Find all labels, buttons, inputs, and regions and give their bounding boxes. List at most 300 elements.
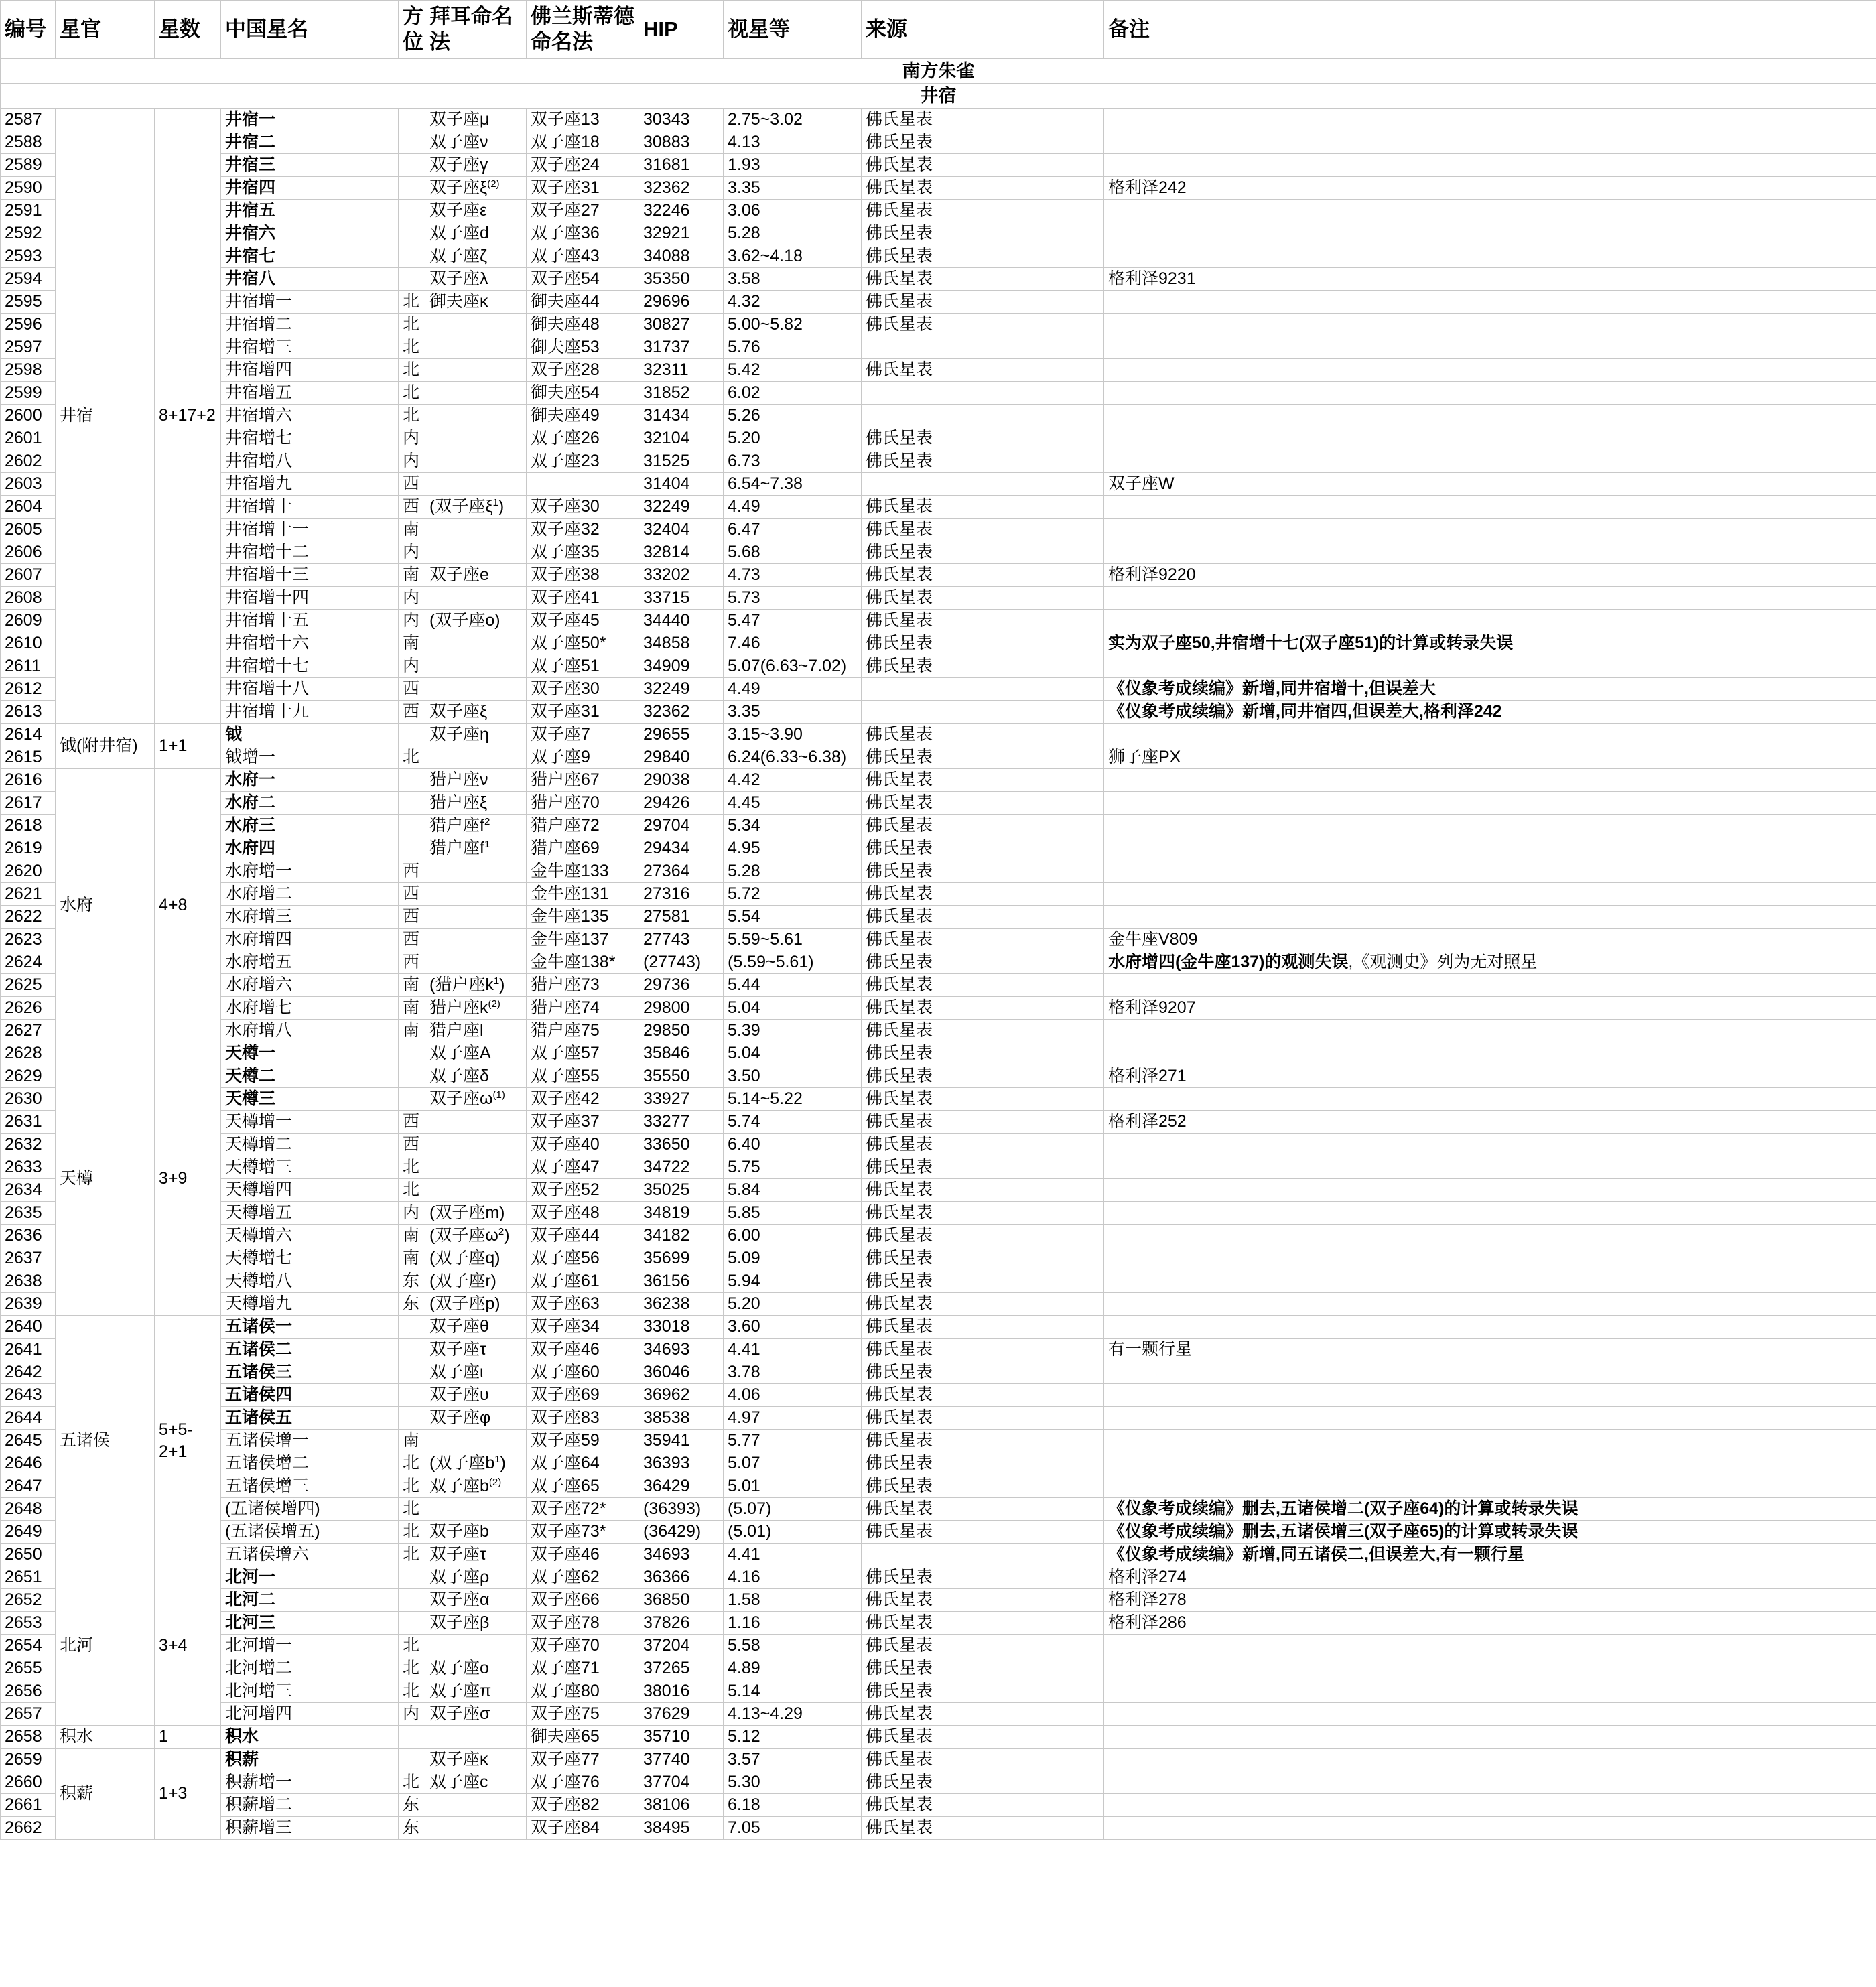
cell-direction[interactable]: [399, 1088, 425, 1111]
cell-direction[interactable]: 西: [399, 883, 425, 906]
cell-notes[interactable]: [1104, 974, 1876, 997]
cell-bayer[interactable]: [425, 724, 527, 746]
cell-star-count[interactable]: 1+3: [155, 1749, 221, 1840]
cell-direction[interactable]: 北: [399, 1771, 425, 1794]
cell-chinese-name[interactable]: 水府一: [221, 769, 399, 792]
cell-magnitude[interactable]: 5.01: [724, 1475, 862, 1498]
cell-source[interactable]: 佛氏星表: [862, 496, 1104, 519]
cell-direction[interactable]: [399, 724, 425, 746]
cell-chinese-name[interactable]: 五诸侯增三: [221, 1475, 399, 1498]
cell-chinese-name[interactable]: 水府三: [221, 815, 399, 837]
cell-bayer[interactable]: [425, 1589, 527, 1612]
cell-flamsteed[interactable]: 双子座72*: [527, 1498, 639, 1521]
cell-chinese-name[interactable]: 水府增一: [221, 860, 399, 883]
cell-flamsteed[interactable]: 双子座77: [527, 1749, 639, 1771]
cell-source[interactable]: 佛氏星表: [862, 109, 1104, 131]
cell-source[interactable]: 佛氏星表: [862, 1111, 1104, 1134]
cell-hip[interactable]: 29840: [639, 746, 724, 769]
cell-asterism[interactable]: 天樽: [56, 1042, 155, 1316]
cell-direction[interactable]: 南: [399, 1020, 425, 1042]
cell-bayer[interactable]: [425, 1680, 527, 1703]
cell-notes[interactable]: [1104, 701, 1876, 724]
cell-magnitude[interactable]: 5.00~5.82: [724, 314, 862, 336]
cell-source[interactable]: [862, 701, 1104, 724]
cell-star-count[interactable]: 3+9: [155, 1042, 221, 1316]
cell-chinese-name[interactable]: 五诸侯三: [221, 1361, 399, 1384]
cell-hip[interactable]: 37204: [639, 1635, 724, 1657]
cell-flamsteed[interactable]: 猎户座74: [527, 997, 639, 1020]
cell-id[interactable]: 2645: [1, 1430, 56, 1452]
cell-chinese-name[interactable]: (五诸侯增四): [221, 1498, 399, 1521]
cell-id[interactable]: 2662: [1, 1817, 56, 1840]
cell-bayer[interactable]: [425, 1088, 527, 1111]
cell-magnitude[interactable]: 6.73: [724, 450, 862, 473]
cell-chinese-name[interactable]: 水府增二: [221, 883, 399, 906]
cell-flamsteed[interactable]: 双子座62: [527, 1566, 639, 1589]
cell-notes[interactable]: [1104, 1726, 1876, 1749]
cell-magnitude[interactable]: 4.13~4.29: [724, 1703, 862, 1726]
cell-notes[interactable]: [1104, 1111, 1876, 1134]
cell-flamsteed[interactable]: 双子座44: [527, 1225, 639, 1247]
cell-magnitude[interactable]: 3.06: [724, 200, 862, 222]
cell-star-count[interactable]: 5+5-2+1: [155, 1316, 221, 1566]
cell-chinese-name[interactable]: 井宿增八: [221, 450, 399, 473]
cell-source[interactable]: 佛氏星表: [862, 1361, 1104, 1384]
cell-direction[interactable]: [399, 1042, 425, 1065]
cell-chinese-name[interactable]: 水府四: [221, 837, 399, 860]
cell-flamsteed[interactable]: 猎户座72: [527, 815, 639, 837]
cell-direction[interactable]: 西: [399, 951, 425, 974]
cell-id[interactable]: 2651: [1, 1566, 56, 1589]
cell-source[interactable]: 佛氏星表: [862, 200, 1104, 222]
cell-hip[interactable]: 29434: [639, 837, 724, 860]
cell-notes[interactable]: [1104, 1452, 1876, 1475]
cell-direction[interactable]: [399, 837, 425, 860]
cell-bayer[interactable]: [425, 519, 527, 541]
cell-source[interactable]: 佛氏星表: [862, 1589, 1104, 1612]
cell-direction[interactable]: 南: [399, 997, 425, 1020]
cell-magnitude[interactable]: 5.68: [724, 541, 862, 564]
cell-chinese-name[interactable]: 水府增七: [221, 997, 399, 1020]
cell-flamsteed[interactable]: 御夫座49: [527, 405, 639, 427]
cell-chinese-name[interactable]: 井宿增十六: [221, 632, 399, 655]
cell-flamsteed[interactable]: 猎户座70: [527, 792, 639, 815]
cell-magnitude[interactable]: 5.14: [724, 1680, 862, 1703]
cell-direction[interactable]: 西: [399, 678, 425, 701]
cell-bayer[interactable]: [425, 678, 527, 701]
cell-source[interactable]: 佛氏星表: [862, 610, 1104, 632]
cell-direction[interactable]: [399, 154, 425, 177]
cell-source[interactable]: 佛氏星表: [862, 655, 1104, 678]
cell-id[interactable]: 2614: [1, 724, 56, 746]
cell-notes[interactable]: [1104, 314, 1876, 336]
cell-direction[interactable]: 南: [399, 632, 425, 655]
cell-hip[interactable]: 27581: [639, 906, 724, 929]
cell-source[interactable]: 佛氏星表: [862, 1088, 1104, 1111]
cell-bayer[interactable]: [425, 1225, 527, 1247]
cell-bayer[interactable]: [425, 496, 527, 519]
cell-hip[interactable]: 32921: [639, 222, 724, 245]
cell-direction[interactable]: 内: [399, 1202, 425, 1225]
cell-flamsteed[interactable]: 双子座34: [527, 1316, 639, 1339]
cell-direction[interactable]: 西: [399, 1111, 425, 1134]
cell-id[interactable]: 2639: [1, 1293, 56, 1316]
cell-id[interactable]: 2606: [1, 541, 56, 564]
cell-magnitude[interactable]: 4.95: [724, 837, 862, 860]
cell-chinese-name[interactable]: 井宿增十四: [221, 587, 399, 610]
cell-id[interactable]: 2609: [1, 610, 56, 632]
cell-magnitude[interactable]: 3.57: [724, 1749, 862, 1771]
cell-notes[interactable]: [1104, 1225, 1876, 1247]
cell-chinese-name[interactable]: 五诸侯二: [221, 1339, 399, 1361]
cell-direction[interactable]: 内: [399, 610, 425, 632]
cell-asterism[interactable]: 积薪: [56, 1749, 155, 1840]
cell-hip[interactable]: 35710: [639, 1726, 724, 1749]
cell-id[interactable]: 2601: [1, 427, 56, 450]
cell-magnitude[interactable]: 5.74: [724, 1111, 862, 1134]
cell-source[interactable]: 佛氏星表: [862, 291, 1104, 314]
cell-notes[interactable]: [1104, 222, 1876, 245]
cell-chinese-name[interactable]: 井宿增十一: [221, 519, 399, 541]
cell-chinese-name[interactable]: 井宿五: [221, 200, 399, 222]
cell-source[interactable]: 佛氏星表: [862, 1042, 1104, 1065]
cell-magnitude[interactable]: 5.30: [724, 1771, 862, 1794]
cell-flamsteed[interactable]: 猎户座73: [527, 974, 639, 997]
cell-bayer[interactable]: [425, 1407, 527, 1430]
cell-source[interactable]: 佛氏星表: [862, 1225, 1104, 1247]
cell-bayer[interactable]: [425, 610, 527, 632]
cell-magnitude[interactable]: 3.62~4.18: [724, 245, 862, 268]
cell-id[interactable]: 2648: [1, 1498, 56, 1521]
cell-bayer[interactable]: [425, 815, 527, 837]
cell-source[interactable]: [862, 1544, 1104, 1566]
cell-id[interactable]: 2660: [1, 1771, 56, 1794]
cell-id[interactable]: 2629: [1, 1065, 56, 1088]
cell-flamsteed[interactable]: 金牛座133: [527, 860, 639, 883]
cell-magnitude[interactable]: 3.35: [724, 701, 862, 724]
cell-source[interactable]: 佛氏星表: [862, 1612, 1104, 1635]
cell-source[interactable]: [862, 405, 1104, 427]
cell-star-count[interactable]: 1+1: [155, 724, 221, 769]
cell-flamsteed[interactable]: 双子座26: [527, 427, 639, 450]
cell-flamsteed[interactable]: 双子座36: [527, 222, 639, 245]
cell-id[interactable]: 2600: [1, 405, 56, 427]
cell-notes[interactable]: [1104, 359, 1876, 382]
cell-hip[interactable]: 31404: [639, 473, 724, 496]
cell-source[interactable]: 佛氏星表: [862, 883, 1104, 906]
cell-bayer[interactable]: [425, 1612, 527, 1635]
cell-id[interactable]: 2635: [1, 1202, 56, 1225]
cell-chinese-name[interactable]: 北河增三: [221, 1680, 399, 1703]
cell-chinese-name[interactable]: 天樽增六: [221, 1225, 399, 1247]
cell-magnitude[interactable]: 5.12: [724, 1726, 862, 1749]
cell-notes[interactable]: [1104, 177, 1876, 200]
cell-direction[interactable]: 北: [399, 1452, 425, 1475]
cell-id[interactable]: 2658: [1, 1726, 56, 1749]
cell-bayer[interactable]: [425, 1202, 527, 1225]
cell-source[interactable]: [862, 336, 1104, 359]
cell-flamsteed[interactable]: 金牛座135: [527, 906, 639, 929]
cell-notes[interactable]: [1104, 291, 1876, 314]
cell-source[interactable]: 佛氏星表: [862, 837, 1104, 860]
cell-hip[interactable]: 35846: [639, 1042, 724, 1065]
cell-flamsteed[interactable]: 双子座76: [527, 1771, 639, 1794]
cell-hip[interactable]: 36046: [639, 1361, 724, 1384]
cell-bayer[interactable]: [425, 1361, 527, 1384]
cell-id[interactable]: 2652: [1, 1589, 56, 1612]
cell-chinese-name[interactable]: 井宿七: [221, 245, 399, 268]
cell-direction[interactable]: 北: [399, 291, 425, 314]
cell-source[interactable]: 佛氏星表: [862, 450, 1104, 473]
cell-hip[interactable]: 33018: [639, 1316, 724, 1339]
cell-flamsteed[interactable]: 双子座66: [527, 1589, 639, 1612]
cell-id[interactable]: 2598: [1, 359, 56, 382]
cell-direction[interactable]: 南: [399, 1225, 425, 1247]
cell-chinese-name[interactable]: 井宿增十五: [221, 610, 399, 632]
cell-id[interactable]: 2603: [1, 473, 56, 496]
cell-chinese-name[interactable]: 井宿增十九: [221, 701, 399, 724]
cell-flamsteed[interactable]: 双子座40: [527, 1134, 639, 1156]
cell-chinese-name[interactable]: 五诸侯四: [221, 1384, 399, 1407]
cell-bayer[interactable]: [425, 1521, 527, 1544]
cell-chinese-name[interactable]: 积薪: [221, 1749, 399, 1771]
cell-asterism[interactable]: 井宿: [56, 109, 155, 724]
cell-flamsteed[interactable]: 双子座30: [527, 496, 639, 519]
cell-hip[interactable]: 36156: [639, 1270, 724, 1293]
cell-magnitude[interactable]: 5.09: [724, 1247, 862, 1270]
cell-source[interactable]: 佛氏星表: [862, 1134, 1104, 1156]
cell-notes[interactable]: [1104, 1521, 1876, 1544]
cell-hip[interactable]: 32246: [639, 200, 724, 222]
cell-chinese-name[interactable]: 井宿八: [221, 268, 399, 291]
cell-chinese-name[interactable]: 北河增一: [221, 1635, 399, 1657]
cell-flamsteed[interactable]: 双子座60: [527, 1361, 639, 1384]
cell-direction[interactable]: 北: [399, 336, 425, 359]
cell-bayer[interactable]: [425, 1566, 527, 1589]
cell-flamsteed[interactable]: 双子座78: [527, 1612, 639, 1635]
cell-chinese-name[interactable]: 井宿增四: [221, 359, 399, 382]
cell-flamsteed[interactable]: 双子座61: [527, 1270, 639, 1293]
cell-id[interactable]: 2608: [1, 587, 56, 610]
cell-bayer[interactable]: [425, 222, 527, 245]
header-flamsteed[interactable]: 佛兰斯蒂德命名法: [527, 1, 639, 59]
cell-id[interactable]: 2656: [1, 1680, 56, 1703]
cell-source[interactable]: 佛氏星表: [862, 1521, 1104, 1544]
cell-flamsteed[interactable]: 双子座43: [527, 245, 639, 268]
cell-hip[interactable]: 36366: [639, 1566, 724, 1589]
cell-direction[interactable]: 北: [399, 1475, 425, 1498]
cell-magnitude[interactable]: 3.58: [724, 268, 862, 291]
cell-id[interactable]: 2618: [1, 815, 56, 837]
cell-bayer[interactable]: [425, 1635, 527, 1657]
cell-hip[interactable]: 34909: [639, 655, 724, 678]
cell-chinese-name[interactable]: 水府增四: [221, 929, 399, 951]
cell-notes[interactable]: [1104, 1042, 1876, 1065]
cell-chinese-name[interactable]: 水府二: [221, 792, 399, 815]
cell-direction[interactable]: 西: [399, 701, 425, 724]
cell-magnitude[interactable]: 5.75: [724, 1156, 862, 1179]
cell-hip[interactable]: 30883: [639, 131, 724, 154]
cell-flamsteed[interactable]: 双子座55: [527, 1065, 639, 1088]
cell-source[interactable]: 佛氏星表: [862, 1726, 1104, 1749]
cell-notes[interactable]: [1104, 1589, 1876, 1612]
cell-direction[interactable]: 南: [399, 1247, 425, 1270]
cell-id[interactable]: 2655: [1, 1657, 56, 1680]
cell-source[interactable]: 佛氏星表: [862, 564, 1104, 587]
cell-star-count[interactable]: 8+17+2: [155, 109, 221, 724]
cell-hip[interactable]: 37740: [639, 1749, 724, 1771]
cell-bayer[interactable]: [425, 336, 527, 359]
cell-magnitude[interactable]: 6.54~7.38: [724, 473, 862, 496]
cell-flamsteed[interactable]: 双子座51: [527, 655, 639, 678]
cell-direction[interactable]: 北: [399, 314, 425, 336]
cell-magnitude[interactable]: 3.50: [724, 1065, 862, 1088]
cell-hip[interactable]: (36429): [639, 1521, 724, 1544]
cell-notes[interactable]: [1104, 154, 1876, 177]
cell-hip[interactable]: 31681: [639, 154, 724, 177]
cell-bayer[interactable]: [425, 1316, 527, 1339]
cell-magnitude[interactable]: 4.16: [724, 1566, 862, 1589]
cell-id[interactable]: 2617: [1, 792, 56, 815]
cell-hip[interactable]: 32362: [639, 701, 724, 724]
header-star-count[interactable]: 星数: [155, 1, 221, 59]
cell-source[interactable]: 佛氏星表: [862, 1407, 1104, 1430]
cell-source[interactable]: 佛氏星表: [862, 1430, 1104, 1452]
cell-id[interactable]: 2638: [1, 1270, 56, 1293]
cell-chinese-name[interactable]: 水府增八: [221, 1020, 399, 1042]
cell-id[interactable]: 2611: [1, 655, 56, 678]
cell-magnitude[interactable]: 5.47: [724, 610, 862, 632]
cell-hip[interactable]: 32814: [639, 541, 724, 564]
cell-chinese-name[interactable]: 井宿增七: [221, 427, 399, 450]
cell-bayer[interactable]: [425, 1475, 527, 1498]
cell-direction[interactable]: 西: [399, 860, 425, 883]
cell-id[interactable]: 2628: [1, 1042, 56, 1065]
cell-bayer[interactable]: [425, 1020, 527, 1042]
cell-magnitude[interactable]: 5.44: [724, 974, 862, 997]
cell-hip[interactable]: 33927: [639, 1088, 724, 1111]
cell-chinese-name[interactable]: 井宿四: [221, 177, 399, 200]
header-source[interactable]: 来源: [862, 1, 1104, 59]
cell-source[interactable]: 佛氏星表: [862, 1179, 1104, 1202]
cell-flamsteed[interactable]: 双子座65: [527, 1475, 639, 1498]
cell-flamsteed[interactable]: 双子座31: [527, 701, 639, 724]
cell-notes[interactable]: [1104, 1407, 1876, 1430]
cell-flamsteed[interactable]: 双子座84: [527, 1817, 639, 1840]
cell-magnitude[interactable]: 3.78: [724, 1361, 862, 1384]
cell-magnitude[interactable]: 4.41: [724, 1544, 862, 1566]
cell-magnitude[interactable]: 5.85: [724, 1202, 862, 1225]
cell-source[interactable]: 佛氏星表: [862, 519, 1104, 541]
cell-source[interactable]: 佛氏星表: [862, 1657, 1104, 1680]
cell-direction[interactable]: 西: [399, 1134, 425, 1156]
header-notes[interactable]: 备注: [1104, 1, 1876, 59]
cell-source[interactable]: 佛氏星表: [862, 427, 1104, 450]
cell-flamsteed[interactable]: 御夫座54: [527, 382, 639, 405]
cell-magnitude[interactable]: 1.16: [724, 1612, 862, 1635]
cell-magnitude[interactable]: 5.04: [724, 997, 862, 1020]
cell-id[interactable]: 2625: [1, 974, 56, 997]
cell-flamsteed[interactable]: 双子座38: [527, 564, 639, 587]
cell-magnitude[interactable]: 5.39: [724, 1020, 862, 1042]
cell-magnitude[interactable]: 5.28: [724, 860, 862, 883]
cell-flamsteed[interactable]: 双子座45: [527, 610, 639, 632]
cell-source[interactable]: 佛氏星表: [862, 746, 1104, 769]
cell-bayer[interactable]: [425, 405, 527, 427]
cell-bayer[interactable]: [425, 200, 527, 222]
cell-flamsteed[interactable]: 双子座31: [527, 177, 639, 200]
cell-bayer[interactable]: [425, 314, 527, 336]
cell-id[interactable]: 2599: [1, 382, 56, 405]
cell-magnitude[interactable]: 4.42: [724, 769, 862, 792]
cell-bayer[interactable]: [425, 906, 527, 929]
cell-direction[interactable]: 北: [399, 746, 425, 769]
cell-id[interactable]: 2634: [1, 1179, 56, 1202]
cell-magnitude[interactable]: 4.06: [724, 1384, 862, 1407]
cell-magnitude[interactable]: 3.15~3.90: [724, 724, 862, 746]
cell-id[interactable]: 2620: [1, 860, 56, 883]
cell-bayer[interactable]: [425, 1065, 527, 1088]
cell-id[interactable]: 2607: [1, 564, 56, 587]
cell-source[interactable]: 佛氏星表: [862, 1202, 1104, 1225]
cell-bayer[interactable]: [425, 268, 527, 291]
cell-hip[interactable]: 33202: [639, 564, 724, 587]
cell-chinese-name[interactable]: 北河二: [221, 1589, 399, 1612]
cell-flamsteed[interactable]: 双子座82: [527, 1794, 639, 1817]
cell-chinese-name[interactable]: 积薪增三: [221, 1817, 399, 1840]
cell-direction[interactable]: [399, 1726, 425, 1749]
cell-chinese-name[interactable]: 井宿增五: [221, 382, 399, 405]
cell-flamsteed[interactable]: 金牛座137: [527, 929, 639, 951]
cell-bayer[interactable]: [425, 177, 527, 200]
cell-notes[interactable]: [1104, 1817, 1876, 1840]
cell-notes[interactable]: [1104, 1065, 1876, 1088]
cell-magnitude[interactable]: 5.94: [724, 1270, 862, 1293]
cell-flamsteed[interactable]: 双子座41: [527, 587, 639, 610]
cell-chinese-name[interactable]: 天樽增五: [221, 1202, 399, 1225]
cell-direction[interactable]: 东: [399, 1817, 425, 1840]
cell-notes[interactable]: [1104, 724, 1876, 746]
cell-flamsteed[interactable]: 双子座73*: [527, 1521, 639, 1544]
cell-id[interactable]: 2641: [1, 1339, 56, 1361]
cell-hip[interactable]: 32362: [639, 177, 724, 200]
cell-bayer[interactable]: [425, 860, 527, 883]
cell-direction[interactable]: 北: [399, 1179, 425, 1202]
cell-notes[interactable]: [1104, 1179, 1876, 1202]
cell-chinese-name[interactable]: 井宿增十三: [221, 564, 399, 587]
cell-flamsteed[interactable]: 双子座7: [527, 724, 639, 746]
cell-notes[interactable]: [1104, 564, 1876, 587]
cell-hip[interactable]: 29696: [639, 291, 724, 314]
cell-chinese-name[interactable]: 井宿增三: [221, 336, 399, 359]
cell-bayer[interactable]: [425, 382, 527, 405]
cell-flamsteed[interactable]: 御夫座53: [527, 336, 639, 359]
cell-notes[interactable]: [1104, 1794, 1876, 1817]
cell-chinese-name[interactable]: 五诸侯增二: [221, 1452, 399, 1475]
cell-notes[interactable]: [1104, 1612, 1876, 1635]
cell-magnitude[interactable]: 6.47: [724, 519, 862, 541]
cell-source[interactable]: 佛氏星表: [862, 1680, 1104, 1703]
cell-flamsteed[interactable]: 双子座56: [527, 1247, 639, 1270]
cell-hip[interactable]: 36238: [639, 1293, 724, 1316]
cell-direction[interactable]: [399, 1749, 425, 1771]
cell-bayer[interactable]: [425, 655, 527, 678]
cell-bayer[interactable]: [425, 1042, 527, 1065]
cell-source[interactable]: 佛氏星表: [862, 1339, 1104, 1361]
cell-bayer[interactable]: [425, 792, 527, 815]
header-id[interactable]: 编号: [1, 1, 56, 59]
cell-notes[interactable]: [1104, 746, 1876, 769]
